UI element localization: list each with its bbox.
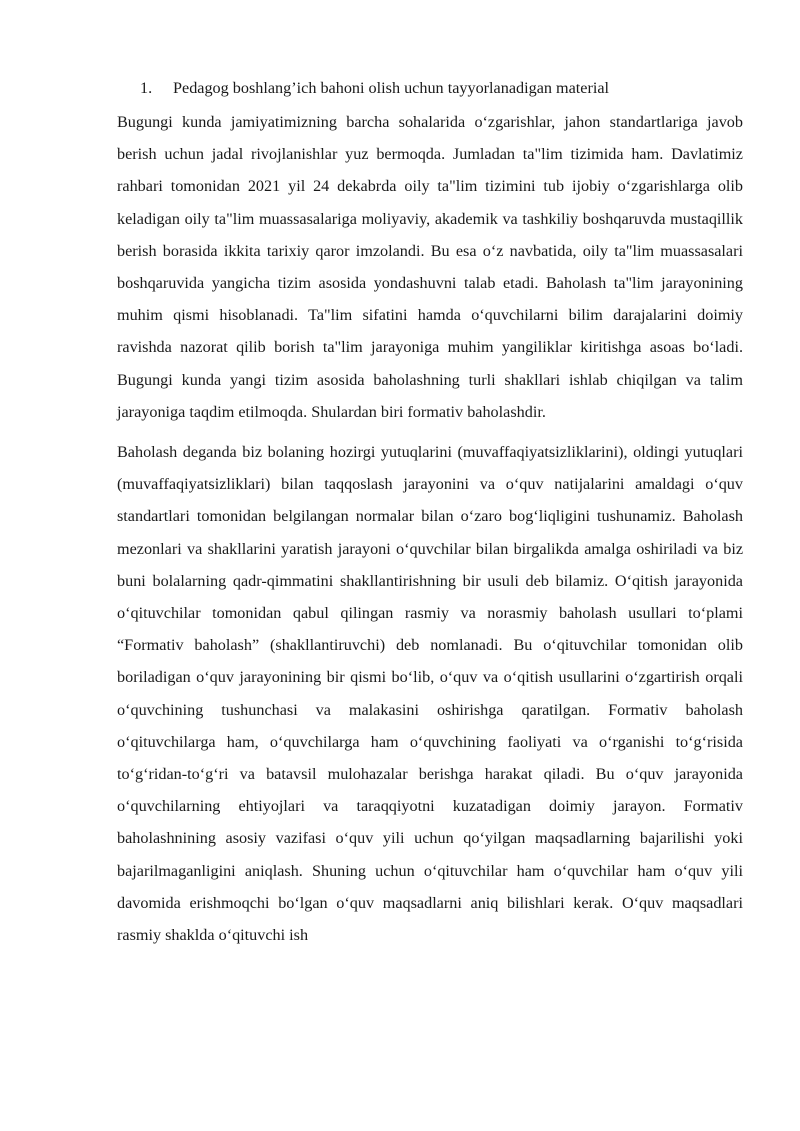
section-heading (117, 72, 743, 104)
section-number: 1. (140, 79, 153, 97)
document-page (117, 72, 743, 951)
section-title: Pedagog boshlang’ich bahoni olish uchun tayyorlanadigan material (173, 79, 610, 97)
body-paragraph-2: Baholash deganda biz bolaning hozirgi yutuqlarini (muvaffaqiyatsizliklarini), oldingi yutuqlari (muvaffaqiyatsizliklari) bilan taqqoslash jarayonini va o‘quv natijalarini amaldagi o‘quv standartlari tomonidan belgilangan normalar bilan o‘zaro bog‘liqligini tushunamiz. Baholash mezonlari va shakllarini yaratish jarayoni o‘quvchilar bilan birgalikda amalga oshiriladi va biz buni bolalarning qadr-qimmatini shakllantirishning bir usuli deb bilamiz. O‘qitish jarayonida o‘qituvchilar tomonidan qabul qilingan rasmiy va norasmiy baholash usullari to‘plami “Formativ baholash” (shakllantiruvchi) deb nomlanadi. Bu o‘qituvchilar tomonidan olib boriladigan o‘quv jarayonining bir qismi bo‘lib, o‘quv va o‘qitish usullarini o‘zgartirish orqali o‘quvchining tushunchasi va malakasini oshirishga qaratilgan. Formativ baholash o‘qituvchilarga ham, o‘quvchilarga ham o‘quvchining faoliyati va o‘rganishi to‘g‘risida to‘g‘ridan-to‘g‘ri va batavsil mulohazalar berishga harakat qiladi. Bu o‘quv jarayonida o‘quvchilarning ehtiyojlari va taraqqiyotni kuzatadigan doimiy jarayon. Formativ baholashnining asosiy vazifasi o‘quv yili uchun qo‘yilgan maqsadlarning bajarilishi yoki bajarilmaganligini aniqlash. Shuning uchun o‘qituvchilar ham o‘quvchilar ham o‘quv yili davomida erishmoqchi bo‘lgan o‘quv maqsadlarni aniq bilishlari kerak. O‘quv maqsadlari rasmiy shaklda o‘qituvchi ish (117, 443, 743, 945)
body-paragraph-1: Bugungi kunda jamiyatimizning barcha sohalarida o‘zgarishlar, jahon standartlariga javob berish uchun jadal rivojlanishlar yuz bermoqda. Jumladan ta"lim tizimida ham. Davlatimiz rahbari tomonidan 2021 yil 24 dekabrda oily ta"lim tizimini tub ijobiy o‘zgarishlarga olib keladigan oily ta"lim muassasalariga moliyaviy, akademik va tashkiliy boshqaruvda mustaqillik berish borasida ikkita tarixiy qaror imzolandi. Bu esa o‘z navbatida, oily ta"lim muassasalari boshqaruvida yangicha tizim asosida yondashuvni talab etadi. Baholash ta"lim jarayonining muhim qismi hisoblanadi. Ta"lim sifatini hamda o‘quvchilarni bilim darajalarini doimiy ravishda nazorat qilib borish ta"lim jarayoniga muhim yangiliklar kiritishga asoas bo‘ladi. Bugungi kunda yangi tizim asosida baholashning turli shakllari ishlab chiqilgan va talim jarayoniga taqdim etilmoqda. Shulardan biri formativ baholashdir. (117, 113, 743, 421)
